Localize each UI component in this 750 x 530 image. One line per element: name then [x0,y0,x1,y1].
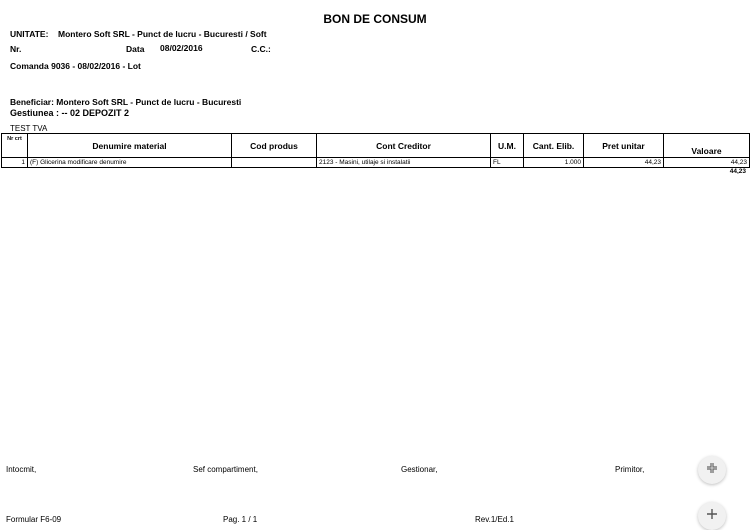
unitate-label: UNITATE: [10,29,49,39]
cell-nr: 1 [2,158,28,168]
signature-intocmit: Intocmit, [6,465,37,474]
col-header-nr: Nr crt [2,134,28,158]
data-label: Data [126,44,145,54]
plus-icon [706,507,718,525]
items-table [1,133,750,168]
signature-sef: Sef compartiment, [193,465,258,474]
col-header-denumire: Denumire material [28,134,232,158]
col-header-um: U.M. [491,134,524,158]
footer-formular: Formular F6-09 [6,515,62,524]
col-header-pret: Pret unitar [584,134,664,158]
cell-denumire: (F) Glicerina modificare denumire [28,158,232,168]
cell-pret: 44,23 [584,158,664,168]
cell-cod [232,158,317,168]
footer-pagina: Pag. 1 / 1 [223,515,258,524]
col-header-cont: Cont Creditor [317,134,491,158]
total-value: 44,23 [729,168,746,175]
cell-cont: 2123 - Masini, utilaje si instalatii [317,158,491,168]
table-row [2,158,750,168]
document-title: BON DE CONSUM [323,12,427,26]
gestiunea-line: Gestiunea : -- 02 DEPOZIT 2 [10,108,130,118]
fit-page-button[interactable] [698,456,726,484]
col-header-cant: Cant. Elib. [524,134,584,158]
unitate-value: Montero Soft SRL - Punct de lucru - Bucuresti / Soft [58,29,267,39]
cc-label: C.C.: [251,44,271,54]
col-header-valoare: Valoare [664,134,750,158]
col-header-cod: Cod produs [232,134,317,158]
comanda-line: Comanda 9036 - 08/02/2016 - Lot [10,61,141,71]
cell-um: FL [491,158,524,168]
signature-gestionar: Gestionar, [401,465,438,474]
table-header-row [2,134,750,158]
beneficiar-line: Beneficiar: Montero Soft SRL - Punct de lucru - Bucuresti [10,97,242,107]
data-value: 08/02/2016 [160,43,203,53]
cell-valoare: 44,23 [664,158,750,168]
note-line: TEST TVA [10,124,48,133]
cell-cant: 1.000 [524,158,584,168]
signature-primitor: Primitor, [615,465,645,474]
footer-rev: Rev.1/Ed.1 [475,515,514,524]
nr-label: Nr. [10,44,22,54]
collapse-arrows-icon [706,461,718,479]
